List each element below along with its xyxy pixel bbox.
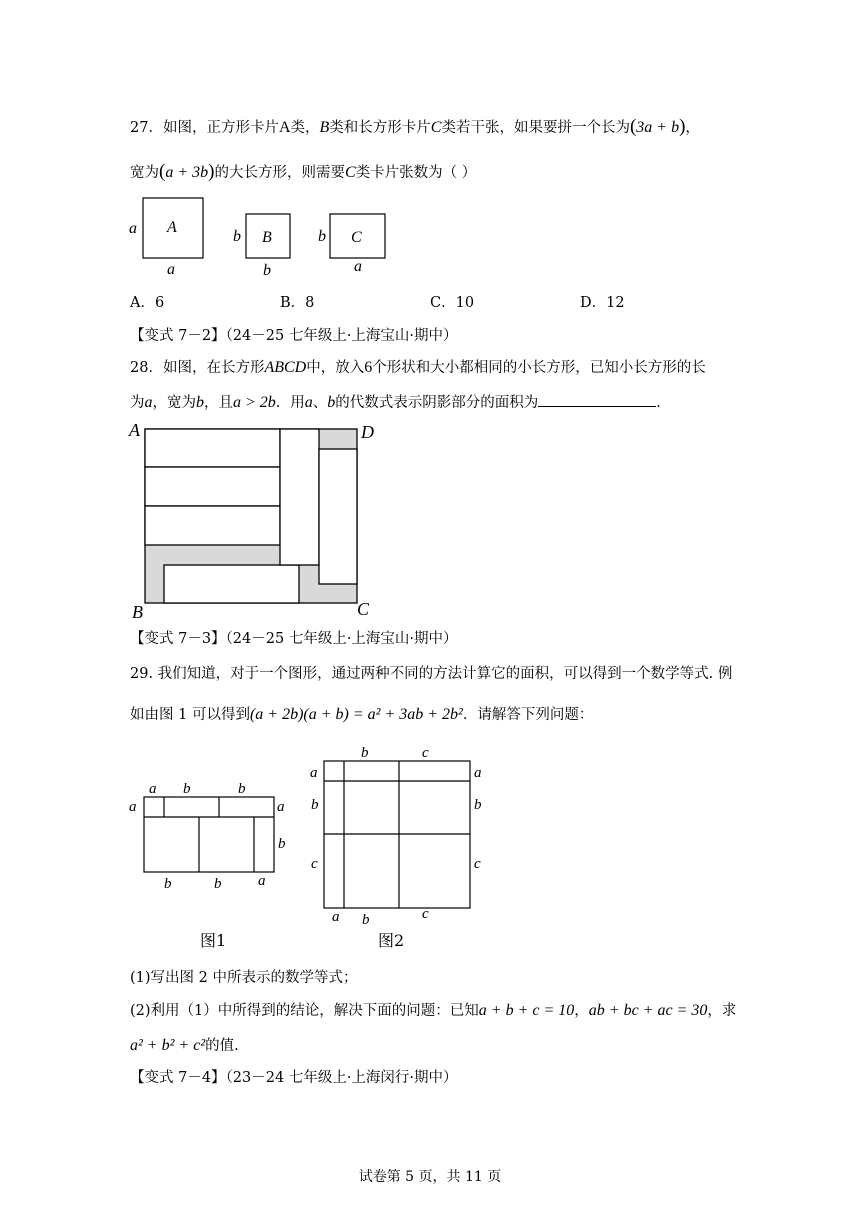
q29-part1: (1)写出图 2 中所表示的数学等式； (130, 970, 358, 986)
fig1-top-b1: b (183, 781, 191, 797)
paren: ( (629, 116, 637, 137)
q28-line2 (130, 392, 671, 413)
q27-text: 宽为 (130, 165, 159, 181)
fig1-left-a: a (129, 799, 137, 815)
q28-var-b: b (196, 394, 204, 411)
q28-text: 中，放入 (306, 360, 365, 376)
small-rect-6 (319, 449, 357, 584)
card-b-label: B (262, 229, 272, 246)
q27-card-a: A (278, 119, 291, 136)
fig2-bottom-a: a (332, 909, 340, 925)
shade-top-right (319, 429, 357, 449)
page-footer: 试卷第 5 页，共 11 页 (358, 1169, 502, 1185)
paren: ) (679, 116, 686, 137)
q29-condition-2: ab + bc + ac = 30 (588, 1002, 708, 1019)
q28-line1 (130, 358, 706, 378)
card-c-label: C (351, 229, 362, 246)
variant-7-3 (130, 629, 458, 649)
q28-six: 6 (364, 359, 373, 376)
q29-text: ．请解答下列问题： (462, 707, 594, 723)
q27-card-c: C (430, 119, 442, 136)
variant-source: （24－25 七年级上·上海宝山·期中） (225, 328, 458, 344)
q29-figure-2 (305, 740, 500, 955)
q28-abcd: ABCD (264, 359, 307, 376)
q29-part2 (130, 1001, 736, 1021)
q28-text: 为 (130, 395, 145, 411)
q27-option-c: C．10 (430, 295, 475, 311)
variant-tag: 【变式 7－4】 (130, 1070, 226, 1086)
card-c-side: b (318, 228, 326, 245)
q27-length-expr: 3a + b (636, 119, 680, 136)
card-b-side: b (233, 228, 241, 245)
q27-text: 类和长方形卡片 (329, 120, 431, 136)
q27-card-b: B (319, 119, 330, 136)
q28-figure (125, 420, 385, 620)
q29-target-expr: a² + b² + c² (130, 1037, 206, 1054)
q28-text: ，且 (204, 395, 233, 411)
fig2-top-b: b (361, 745, 369, 761)
q28-text: ，宽为 (152, 395, 196, 411)
q29-text: ，求 (707, 1003, 737, 1019)
fig2-left-b: b (311, 797, 319, 813)
small-rect-3 (145, 506, 280, 545)
corner-b: B (132, 602, 143, 622)
fig1-bottom-a: a (258, 873, 266, 889)
corner-a: A (129, 420, 140, 440)
q27-text: 类卡片张数为（ ） (355, 165, 477, 181)
answer-blank[interactable] (538, 392, 656, 407)
q28-number: 28． (130, 360, 163, 376)
q29-text: 如由图 1 可以得到 (130, 707, 250, 723)
small-rect-1 (145, 429, 280, 467)
card-b-bottom: b (263, 262, 271, 279)
variant-7-4 (130, 1068, 458, 1088)
q28-var-b: b (327, 394, 336, 411)
fig1-top-b2: b (238, 781, 246, 797)
q29-line1: 29. 我们知道，对于一个图形，通过两种不同的方法计算它的面积，可以得到一个数学等式. 例 (130, 666, 733, 682)
fig2-left-c: c (311, 856, 318, 872)
q27-number: 27． (130, 120, 163, 136)
q27-option-a: A．6 (130, 295, 165, 311)
q27-line1 (130, 117, 700, 138)
card-a-label: A (167, 219, 177, 236)
q29-text: (2)利用（1）中所得到的结论，解决下面的问题：已知 (130, 1003, 479, 1019)
fig1-right-a: a (277, 799, 285, 815)
paren: ) (208, 161, 215, 182)
q27-text: 类， (290, 120, 320, 136)
fig1-bottom-b1: b (164, 876, 172, 892)
q27-option-d: D．12 (580, 295, 625, 311)
q28-text: ．用 (275, 395, 305, 411)
card-a-bottom: a (167, 261, 175, 278)
small-rect-5 (280, 429, 319, 565)
fig2-bottom-c: c (422, 906, 429, 922)
q27-card-c: C (344, 164, 356, 181)
q29-text: ， (574, 1003, 589, 1019)
q28-text: 如图，在长方形 (162, 360, 265, 376)
q29-line2 (130, 705, 593, 725)
corner-d: D (361, 422, 374, 442)
variant-tag: 【变式 7－3】 (130, 631, 226, 647)
q28-text: 、 (312, 395, 328, 411)
q29-part2-cont (130, 1036, 239, 1056)
fig2-bottom-b: b (362, 912, 370, 928)
q27-text: ， (685, 120, 700, 136)
variant-7-2 (130, 326, 458, 346)
paren: ( (159, 161, 166, 182)
fig2-right-c: c (474, 856, 481, 872)
q28-text: 个形状和大小都相同的小长方形，已知小长方形的长 (372, 360, 706, 376)
q27-figure (125, 190, 395, 280)
fig1-caption: 图1 (200, 931, 227, 950)
q27-text: 如图，正方形卡片 (162, 120, 279, 136)
q28-var-a: a (304, 394, 313, 411)
card-a-side: a (129, 220, 137, 237)
fig2-right-a: a (474, 765, 482, 781)
fig2-caption: 图2 (378, 931, 405, 950)
corner-c: C (357, 599, 370, 619)
fig1-right-b: b (278, 836, 286, 852)
q29-example-equation: (a + 2b)(a + b) = a² + 3ab + 2b² (249, 706, 463, 723)
q28-condition: a > 2b (233, 394, 276, 411)
fig2-left-a: a (310, 765, 318, 781)
q28-text: 的代数式表示阴影部分的面积为 (335, 395, 539, 411)
q29-condition-1: a + b + c = 10 (478, 1002, 575, 1019)
small-rect-4 (164, 565, 299, 603)
q27-text: 的大长方形，则需要 (214, 165, 345, 181)
card-c-bottom: a (354, 258, 362, 275)
q28-text: ． (656, 395, 671, 411)
variant-source: （23－24 七年级上·上海闵行·期中） (225, 1070, 458, 1086)
small-rect-2 (145, 467, 280, 506)
q28-var-a: a (144, 394, 153, 411)
q27-text: 类若干张，如果要拼一个长为 (441, 120, 630, 136)
fig2-top-c: c (422, 745, 429, 761)
q27-width-expr: a + 3b (165, 164, 209, 181)
q29-text: 的值. (205, 1038, 239, 1054)
q27-option-b: B．8 (280, 295, 315, 311)
fig1-top-a: a (149, 781, 157, 797)
fig2-right-b: b (474, 797, 482, 813)
variant-tag: 【变式 7－2】 (130, 328, 226, 344)
q27-line2 (130, 162, 476, 183)
variant-source: （24－25 七年级上·上海宝山·期中） (225, 631, 458, 647)
q29-figure-1 (125, 775, 305, 955)
fig1-bottom-b2: b (214, 876, 222, 892)
